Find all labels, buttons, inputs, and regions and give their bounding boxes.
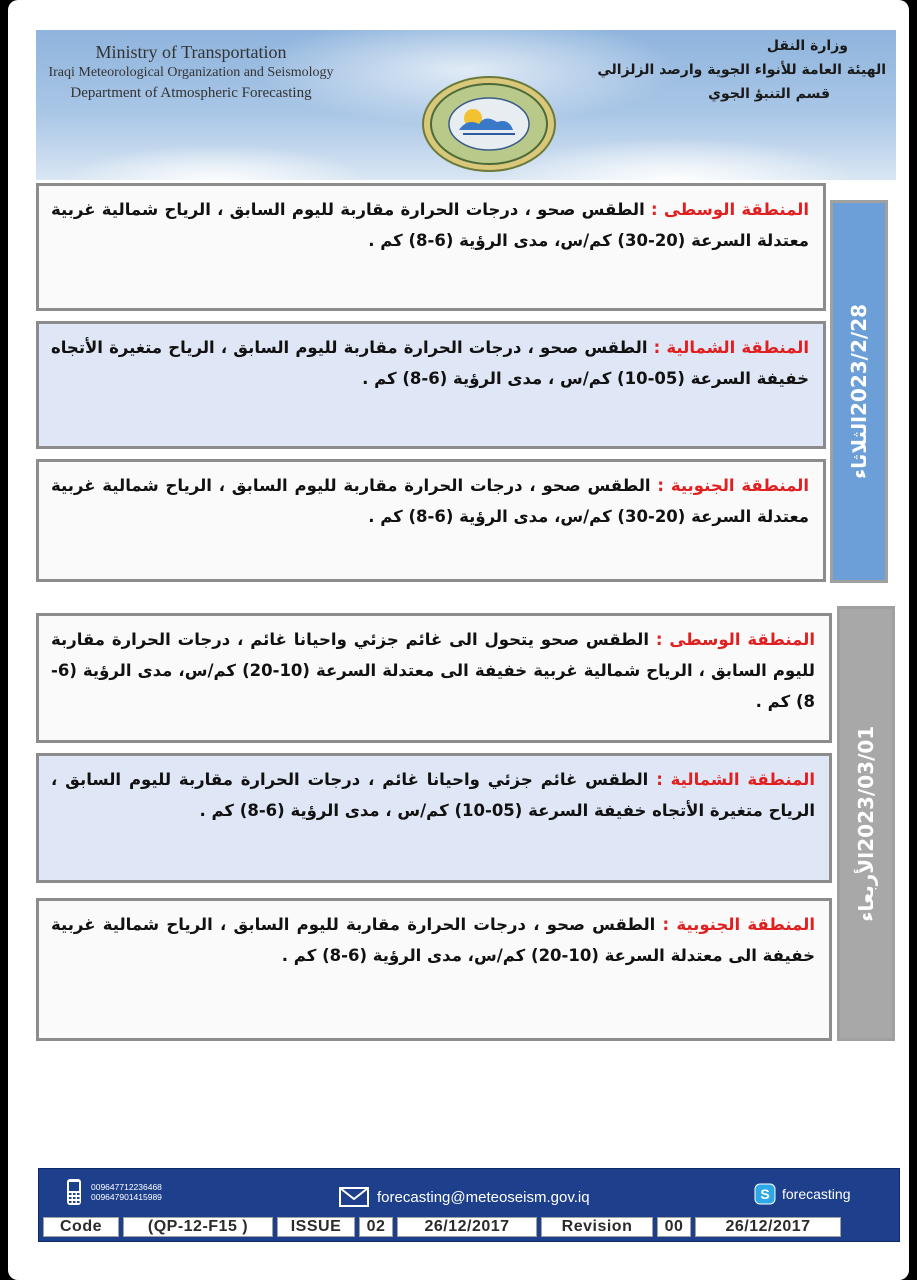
code-value: (QP-12-F15 ) [123,1217,273,1237]
day2-side-label [837,606,895,1041]
department-name-ar: قسم التنبؤ الجوي [708,86,830,102]
letterhead-banner [36,30,896,180]
forecast-text: الطقس غائم جزئي واحيانا غائم ، درجات الحرارة مقاربة لليوم السابق ، الرياح متغيرة الأتجاه خفيفة السرعة (05-10) كم/س ، مدى الرؤية (6-8) كم . [51,770,815,820]
forecast-text: الطقس صحو ، درجات الحرارة مقاربة لليوم السابق ، الرياح شمالية غربية خفيفة الى معتدلة السرعة (10-20) كم/س، مدى الرؤية (6-8) كم . [51,915,815,965]
forecast-page [8,0,909,1280]
forecast-text: الطقس صحو يتحول الى غائم جزئي واحيانا غائم ، درجات الحرارة مقاربة لليوم السابق ، الرياح شمالية غربية خفيفة الى معتدلة السرعة (10-20) كم/س، مدى الرؤية (6-8) كم . [51,630,815,711]
phone-1: 009647712236468 [91,1182,162,1192]
revision-date: 26/12/2017 [695,1217,841,1237]
issue-label: ISSUE [277,1217,355,1237]
skype-contact[interactable] [754,1183,850,1205]
letterhead-arabic [596,38,886,102]
day2-name: الأربعاء [854,851,878,922]
forecast-text: الطقس صحو ، درجات الحرارة مقاربة لليوم السابق ، الرياح شمالية غربية معتدلة السرعة (20-30) كم/س، مدى الرؤية (6-8) كم . [51,200,809,250]
issue-number: 02 [359,1217,393,1237]
issue-date: 26/12/2017 [397,1217,537,1237]
phone-2: 009647901415989 [91,1192,162,1202]
svg-text:S: S [760,1186,770,1202]
day2-north-forecast [36,753,832,883]
ministry-name-en: Ministry of Transportation [95,42,287,62]
day2-south-forecast [36,898,832,1041]
letterhead-english [36,42,346,102]
phone-numbers [65,1177,162,1207]
forecast-text: الطقس صحو ، درجات الحرارة مقاربة لليوم السابق ، الرياح متغيرة الأتجاه خفيفة السرعة (05-10) كم/س ، مدى الرؤية (6-8) كم . [51,338,809,388]
forecast-text: الطقس صحو ، درجات الحرارة مقاربة لليوم السابق ، الرياح شمالية غربية معتدلة السرعة (20-30) كم/س، مدى الرؤية (6-8) كم . [51,476,809,526]
region-label: المنطقة الشمالية : [653,338,809,357]
day1-north-forecast [36,321,826,449]
region-label: المنطقة الوسطى : [655,630,815,649]
skype-name[interactable]: forecasting [782,1186,851,1202]
skype-icon [754,1183,776,1205]
day1-central-forecast [36,183,826,311]
revision-number: 00 [657,1217,691,1237]
day2-date: 2023/03/01 [854,725,878,852]
footer-bar [38,1168,900,1242]
region-label: المنطقة الشمالية : [656,770,815,789]
revision-label: Revision [541,1217,653,1237]
email-address[interactable]: forecasting@meteoseism.gov.iq [377,1188,590,1206]
envelope-icon [339,1187,369,1207]
organization-name-ar: الهيئة العامة للأنواء الجوية وارصد الزلزالي [597,62,886,78]
day2-central-forecast [36,613,832,743]
organization-logo-icon [419,74,559,174]
code-label: Code [43,1217,119,1237]
region-label: المنطقة الجنوبية : [657,476,809,495]
day1-south-forecast [36,459,826,582]
day1-side-label [830,200,888,583]
department-name-en: Department of Atmospheric Forecasting [70,85,312,101]
day1-date: 2023/2/28 [847,304,871,417]
organization-name-en: Iraqi Meteorological Organization and Seismology [48,65,334,80]
region-label: المنطقة الوسطى : [651,200,809,219]
day1-name: الثلاثاء [847,416,871,479]
ministry-name-ar: وزارة النقل [766,38,848,54]
email-contact[interactable] [339,1187,590,1207]
region-label: المنطقة الجنوبية : [662,915,815,934]
phone-icon [65,1177,83,1207]
document-control-row [43,1217,893,1239]
